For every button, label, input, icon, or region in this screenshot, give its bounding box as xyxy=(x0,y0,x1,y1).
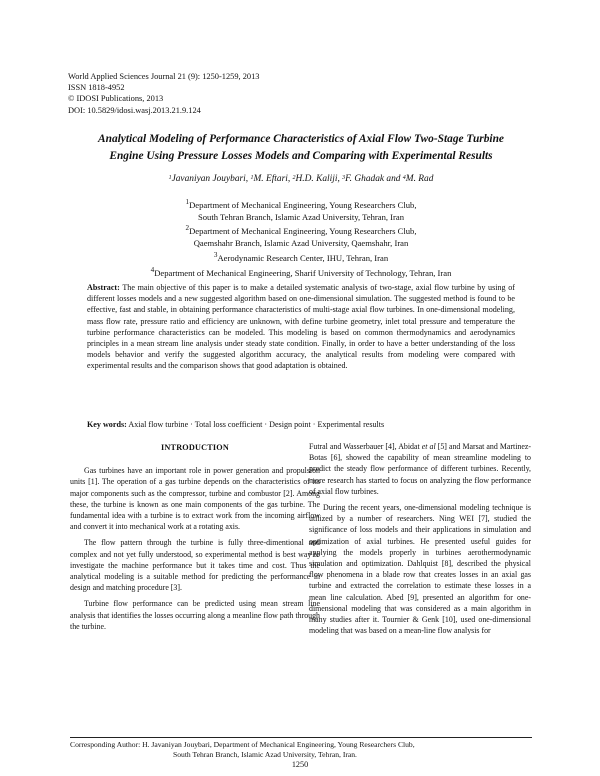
corr-line-2: South Tehran Branch, Islamic Azad University, Tehran, Iran. xyxy=(173,750,357,759)
affiliation-line xyxy=(70,212,532,224)
title-line-2: Engine Using Pressure Losses Models and Comparing with Experimental Results xyxy=(109,149,493,162)
paragraph: Turbine flow performance can be predicted using mean stream line analysis that identifies the losses occurring along a meanline flow path through the turbine. xyxy=(70,599,320,631)
journal-citation: World Applied Sciences Journal 21 (9): 1250-1259, 2013 xyxy=(68,72,260,81)
author-sup: 1 xyxy=(168,175,172,181)
author-sup: 4 xyxy=(402,175,406,181)
affiliation-sup: 4 xyxy=(150,265,155,274)
author-name: M. Eftari, xyxy=(253,174,293,184)
page-number: 1250 xyxy=(291,760,309,769)
affiliation-line xyxy=(70,223,532,238)
corr-text: H. Javaniyan Jouybari, Department of Mechanical Engineering, Young Researchers Club, xyxy=(140,740,415,749)
affiliation-text: Department of Mechanical Engineering, Young Researchers Club, xyxy=(189,199,417,210)
affiliation-sup: 3 xyxy=(213,250,218,259)
title-line-1: Analytical Modeling of Performance Characteristics of Axial Flow Two-Stage Turbine xyxy=(98,133,504,145)
section-heading-introduction: INTRODUCTION xyxy=(161,443,229,452)
corr-label: Corresponding Author: xyxy=(70,740,141,749)
corresponding-author xyxy=(70,740,415,760)
footnote-rule xyxy=(70,737,532,738)
et-al: et al xyxy=(421,442,436,451)
author-name: M. Rad xyxy=(405,174,434,184)
affiliation-line xyxy=(70,197,532,212)
affiliation-text: Aerodynamic Research Center, IHU, Tehran, Iran xyxy=(217,252,389,263)
author-sup: 1 xyxy=(250,175,254,181)
affiliation-text: Department of Mechanical Engineering, Young Researchers Club, xyxy=(189,226,417,237)
keywords xyxy=(87,419,527,430)
journal-metadata xyxy=(68,71,259,116)
author-sup: 2 xyxy=(292,175,296,181)
keywords-label: Key words: xyxy=(87,420,127,429)
right-column xyxy=(309,441,531,641)
author-sup: 3 xyxy=(342,175,346,181)
author-name: F. Ghadak and xyxy=(345,174,403,184)
left-column xyxy=(70,440,320,637)
affiliation-text: South Tehran Branch, Islamic Azad University, Tehran, Iran xyxy=(197,211,405,222)
corr-line-1 xyxy=(70,740,415,750)
affiliations xyxy=(70,197,532,279)
paragraph: The flow pattern through the turbine is fully three-dimentional and complex and not yet fully understood, so experimental method is best way to investigate the machine performance but it takes time and cost. Thus the analytical modeling is a suitable method for predicting the performance in design and matching procedure [3]. xyxy=(70,538,320,593)
paper-title xyxy=(70,131,532,164)
paragraph: Gas turbines have an important role in power generation and propulsion units [1]. The operation of a gas turbine depends on the characteristics of its major components such as the compressor, turbine and combustor [2]. Among these, the turbine is known as one main components of the gas turbine. The fundamental idea with a turbine is to extract work from the incoming airflow and convert it into mechanical work at a rotating axis. xyxy=(70,466,320,532)
abstract-label: Abstract: xyxy=(87,283,120,292)
affiliation-line xyxy=(70,265,532,280)
affiliation-sup: 1 xyxy=(185,198,190,206)
affiliation-text: Qaemshahr Branch, Islamic Azad University, Qaemshahr, Iran xyxy=(193,238,409,249)
copyright: © IDOSI Publications, 2013 xyxy=(68,94,164,104)
issn: ISSN 1818-4952 xyxy=(68,83,125,93)
abstract xyxy=(87,282,515,372)
paragraph-text: Futral and Wasserbauer [4], Abidat xyxy=(309,442,422,451)
affiliation-line xyxy=(70,250,532,265)
paragraph xyxy=(309,441,531,497)
author-name: H.D. Kaliji, xyxy=(295,174,343,184)
doi: DOI: 10.5829/idosi.wasj.2013.21.9.124 xyxy=(68,105,201,115)
affiliation-line xyxy=(70,238,532,250)
affiliation-sup: 2 xyxy=(185,224,190,233)
paragraph: During the recent years, one-dimensional modeling technique is utilized by a number of researchers. Ning WEI [7], studied the significance of loss models and their applications in simulation and optimization of axial turbines. He presented useful guides for applying the models properly in turbines aerothermodynamic simulation and optimization. Dahlquist [8], described the physical flow phenomena in a blade row that creates losses in an axial gas turbine and extracted the correlation to estimate these losses in a mean line calculation. Abed [9], presented an algorithm for one-dimensional modeling that was considered as a main algorithm in many studies after it. Tournier & Genk [10], used one-dimensional modeling that was based on a mean-line flow analysis for xyxy=(309,503,531,636)
keywords-text: Axial flow turbine · Total loss coefficient · Design point · Experimental results xyxy=(126,420,385,429)
author-list xyxy=(70,173,532,185)
paragraph-text: [5] and Marsat and Martinez-Botas [6], showed the capability of mean streamline modeling to predict the steady flow performance of different turbines. Recently, more research has started to focus on analyzing the flow performance of axial flow turbines. xyxy=(309,442,531,496)
affiliation-text: Department of Mechanical Engineering, Sharif University of Technology, Tehran, Iran xyxy=(154,267,452,278)
author-name: Javaniyan Jouybari, xyxy=(171,174,251,184)
abstract-text: The main objective of this paper is to make a detailed systematic analysis of two-stage, axial flow turbine by using of different losses models and a new suggested algorithm based on one-dimensional simulation. The suggested method is found to be effective, fast and stable, in obtaining performance characteristics of multi-stage axial flow turbines. In one-dimensional modeling, mass flow rate, pressure ratio and efficiency are unknown, with define turbine geometry, inlet total pressure and temperature the turbine performance characteristics can be modeled. This modeling is based on common thermodynamics and aerodynamics principles in a mean stream line analysis under steady state condition. Finally, in order to have a better understanding of the loss models behavior and verify the suggested algorithm accuracy, the analytical results from modeling were compared with experimental results and the comparison shows that good adaptation is obtained. xyxy=(87,283,515,371)
